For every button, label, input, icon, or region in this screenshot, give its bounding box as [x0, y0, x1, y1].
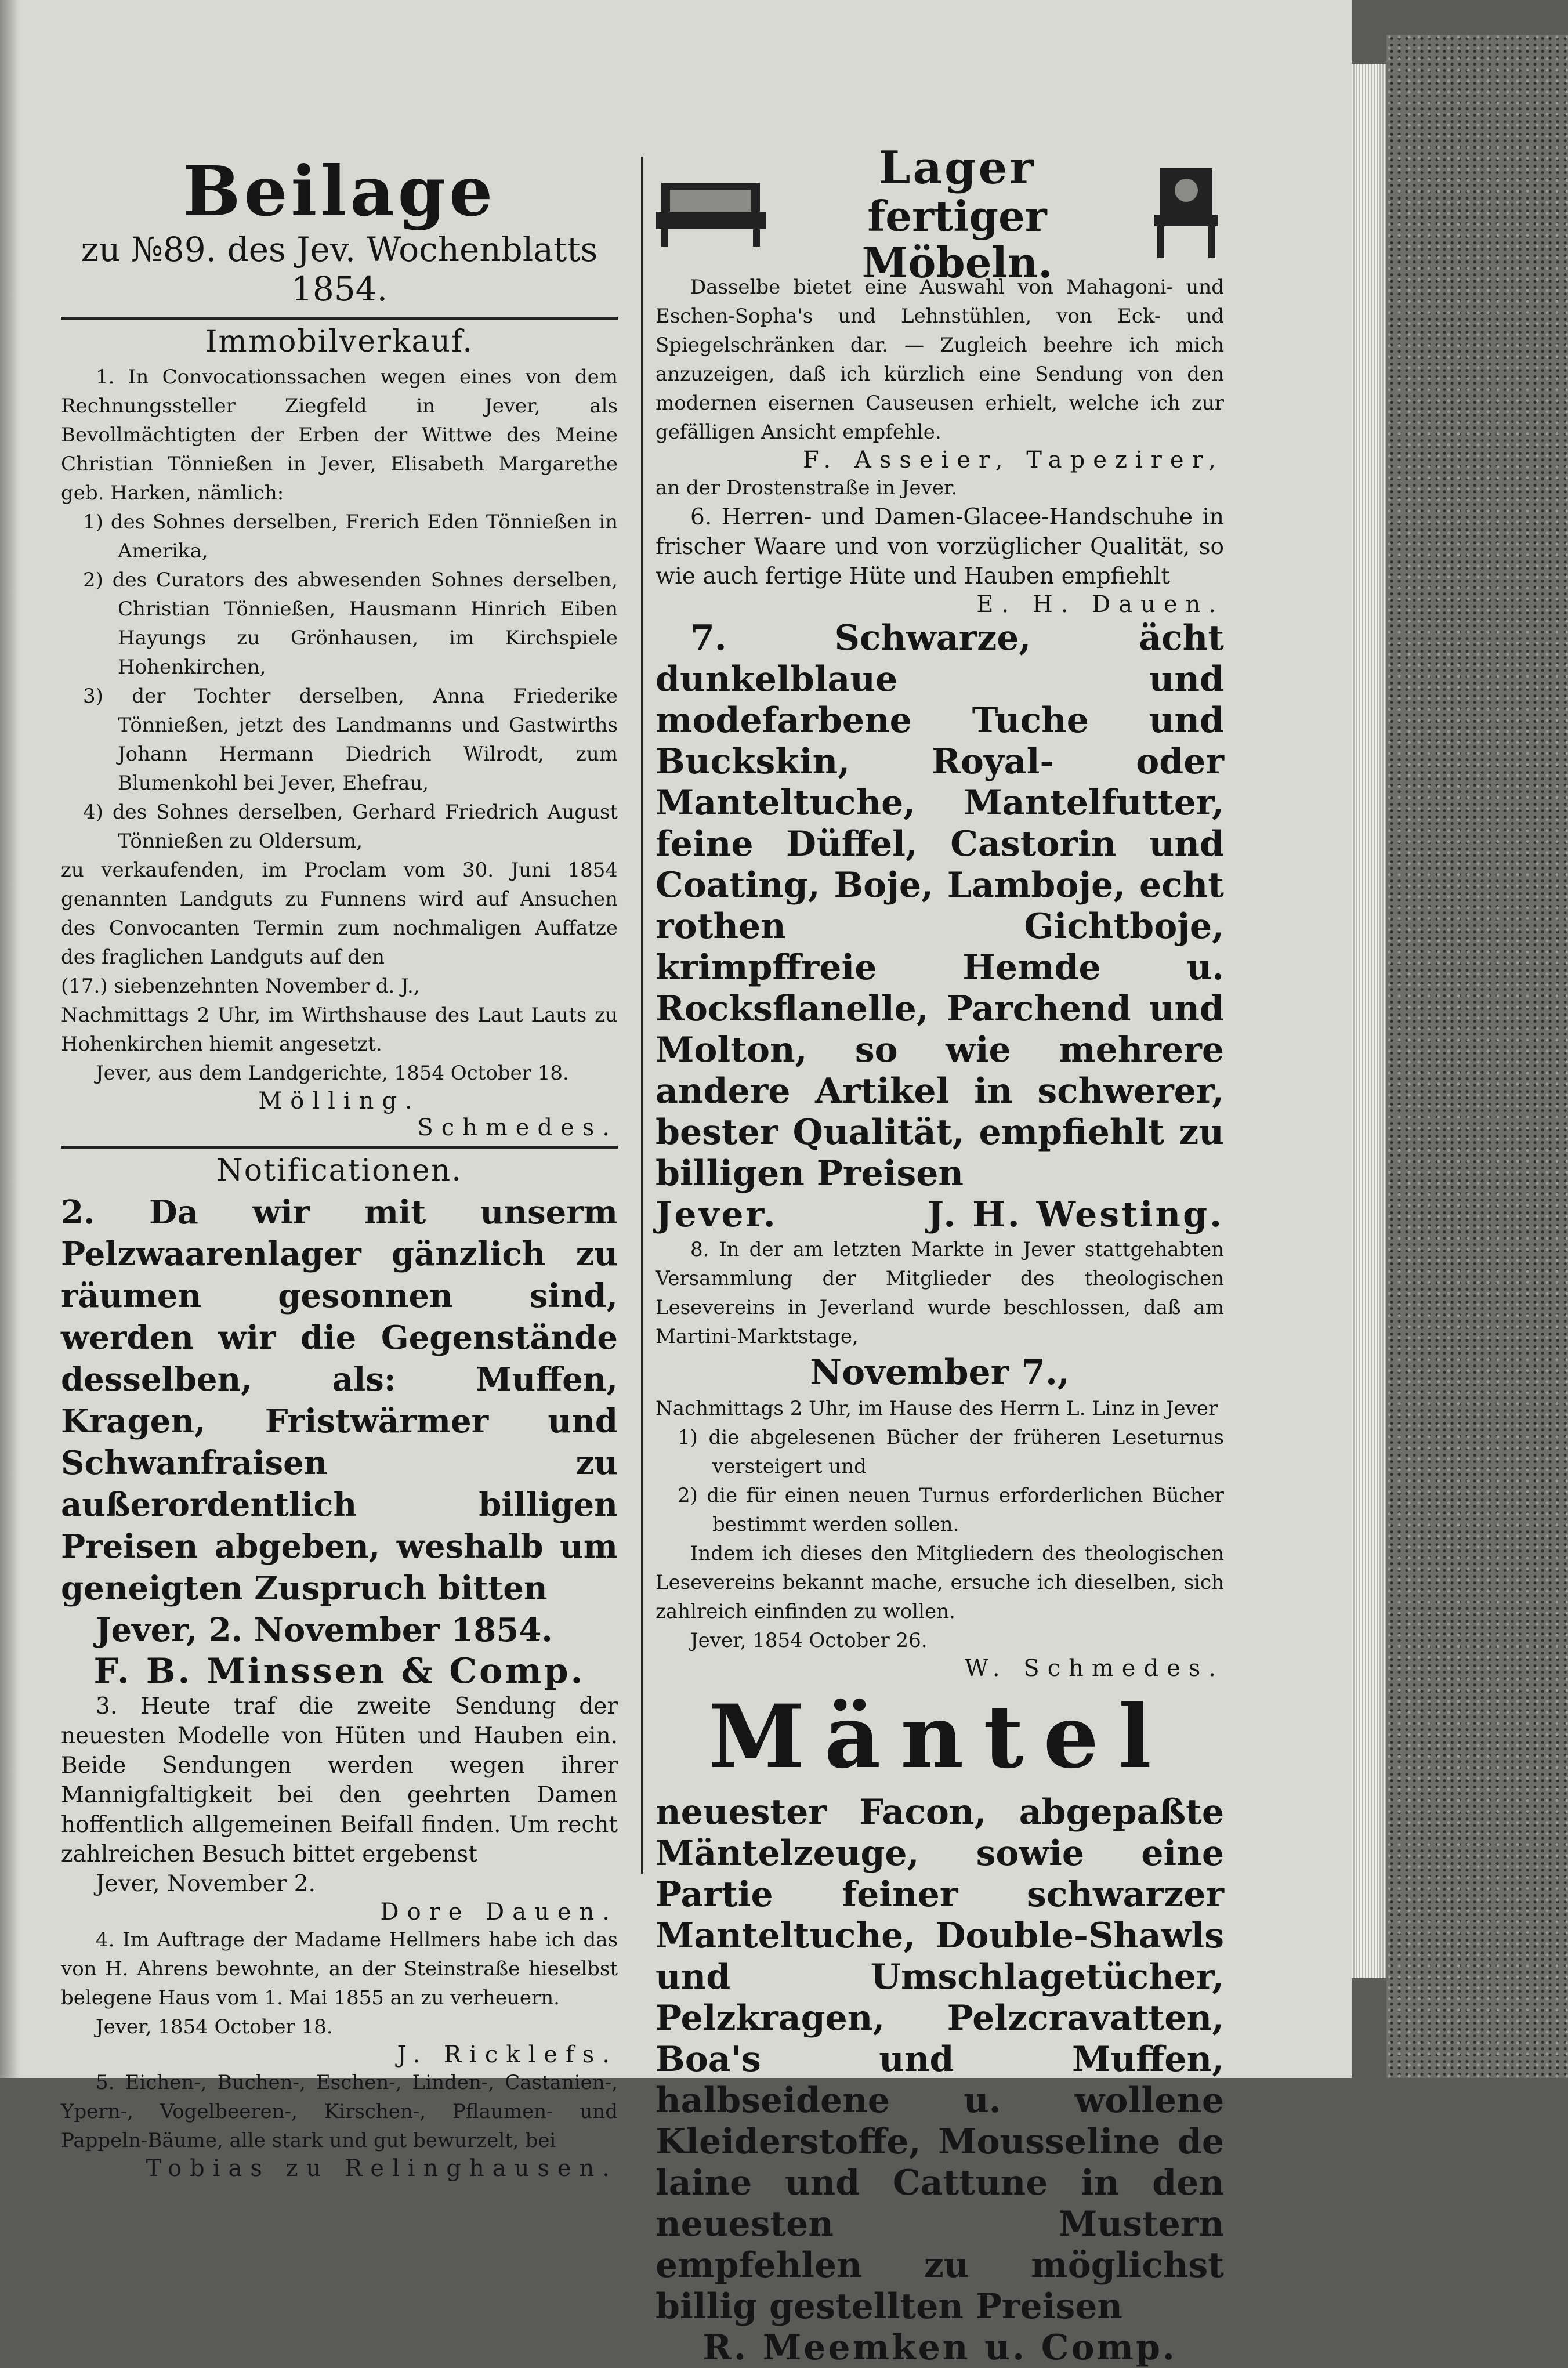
lager-text: Dasselbe bietet eine Auswahl von Mahagoni- und Eschen-Sopha's und Lehnstühlen, von Eck- und Spiegelschränken dar. — Zugleich beehre ich mich anzuzeigen, daß ich kürzlich eine Sendung von den modernen eisernen Causeusen erhielt, welche ich zur gefälligen Ansicht empfehle. — [656, 276, 1224, 444]
list-item: 3) der Tochter derselben, Anna Friederike Tönnießen, jetzt des Landmanns und Gastwirths Johann Hermann Diedrich Wilrodt, zum Blumenkohl bei Jever, Ehefrau, — [83, 685, 618, 795]
list-item: 1) des Sohnes derselben, Frerich Eden Tönnießen in Amerika, — [83, 510, 618, 563]
book-cover — [1386, 35, 1568, 2078]
binding-gutter — [0, 0, 20, 2078]
left-column — [61, 151, 618, 2182]
immobil-heading: Immobilverkauf. — [205, 324, 473, 359]
notice-7-signature: J. H. Westing. — [927, 1194, 1224, 1235]
maentel-text: neuester Facon, abgepaßte Mäntelzeuge, sowie eine Partie feiner schwarzer Manteltuche, Double-Shawls und Umschlagetücher, Pelzkragen, Pelzcravatten, Boa's und Muffen, halbseidene u. wollene Kleiderstoffe, Mousseline de laine und Cattune in den neuesten Mustern empfehlen zu möglichst billig gestellten Preisen — [656, 1792, 1224, 2327]
notice-8-date: November 7., — [810, 1352, 1070, 1393]
notice-2-place: Jever, 2. November 1854. — [96, 1611, 553, 1649]
notice-3-place: Jever, November 2. — [96, 1871, 316, 1897]
notice-8-list — [656, 1423, 1224, 1539]
notice-4-text: 4. Im Auftrage der Madame Hellmers habe ich das von H. Ahrens bewohnte, an der Steinstraße hieselbst belegene Haus vom 1. Mai 1855 an zu verheuern. — [61, 1928, 618, 2009]
immobil-signature-1: Mölling. — [258, 1088, 421, 1114]
notice-8-text-3: Indem ich dieses den Mitgliedern des theologischen Lesevereins bekannt mache, ersuche ich dieselben, sich zahlreich einfinden zu wollen. — [656, 1542, 1224, 1623]
column-divider — [641, 157, 643, 1874]
notice-2-text: 2. Da wir mit unserm Pelzwaarenlager gänzlich zu räumen gesonnen sind, werden wir die Gegenstände desselben, als: Muffen, Kragen, Fristwärmer und Schwanfraisen zu außerordentlich billigen Preisen abgeben, weshalb um geneigten Zuspruch bitten — [61, 1193, 618, 1607]
notice-7-text: 7. Schwarze, ächt dunkelblaue und modefarbene Tuche und Buckskin, Royal- oder Manteltuche, Mantelfutter, feine Düffel, Castorin und Coating, Boje, Lamboje, echt rothen Gichtboje, krimpffreie Hemde u. Rocksflanelle, Parchend und Molton, so wie mehrere andere Artikel in schwerer, bester Qualität, empfiehlt zu billigen Preisen — [656, 618, 1224, 1194]
right-column — [656, 142, 1224, 2368]
notice-3-text: 3. Heute traf die zweite Sendung der neuesten Modelle von Hüten und Hauben ein. Beide Sendungen werden wegen ihrer Mannigfaltigkeit bei den geehrten Damen hoffentlich allgemeinen Beifall finden. Um recht zahlreichen Besuch bittet ergebenst — [61, 1693, 618, 1867]
list-item: 1) die abgelesenen Bücher der früheren Leseturnus versteigert und — [678, 1426, 1224, 1478]
immobil-place: Jever, aus dem Landgerichte, 1854 October 18. — [96, 1062, 569, 1085]
lager-title-line-1: Lager — [878, 142, 1036, 194]
maentel-title: Mäntel — [708, 1686, 1171, 1788]
immobil-list — [61, 508, 618, 856]
notice-7-footer — [656, 1194, 1224, 1235]
chair-icon — [1149, 168, 1224, 261]
notice-7-place: Jever. — [656, 1194, 778, 1235]
masthead-title: Beilage — [182, 151, 497, 231]
notice-8-signature: W. Schmedes. — [964, 1655, 1224, 1682]
masthead-subtitle: zu №89. des Jev. Wochenblatts 1854. — [81, 230, 598, 309]
lager-title-line-2: fertiger Möbeln. — [861, 191, 1053, 287]
sofa-icon — [656, 171, 766, 258]
list-item: 2) die für einen neuen Turnus erforderlichen Bücher bestimmt werden sollen. — [678, 1484, 1224, 1536]
notice-5-text: 5. Eichen-, Buchen-, Eschen-, Linden-, Castanien-, Ypern-, Vogelbeeren-, Kirschen-, Pflaumen- und Pappeln-Bäume, alle stark und gut bewurzelt, bei — [61, 2071, 618, 2152]
notice-2-signature: F. B. Minssen & Comp. — [93, 1651, 585, 1692]
notice-4-signature: J. Ricklefs. — [397, 2041, 618, 2068]
notice-8-text-2: Nachmittags 2 Uhr, im Hause des Herrn L. Linz in Jever — [656, 1397, 1218, 1420]
notifications-heading: Notificationen. — [216, 1153, 462, 1188]
notice-8-text: 8. In der am letzten Markte in Jever stattgehabten Versammlung der Mitglieder des theologischen Lesevereins in Jeverland wurde beschlossen, daß am Martini-Marktstage, — [656, 1238, 1224, 1348]
page-edges — [1352, 64, 1386, 1978]
notice-4-place: Jever, 1854 October 18. — [96, 2015, 333, 2038]
notice-3-signature: Dore Dauen. — [380, 1899, 618, 1925]
list-item: 2) des Curators des abwesenden Sohnes derselben, Christian Tönnießen, Hausmann Hinrich Eiben Hayungs zu Grönhausen, im Kirchspiele Hohenkirchen, — [83, 569, 618, 679]
immobil-body: zu verkaufenden, im Proclam vom 30. Juni 1854 genannten Landguts zu Funnens wird auf Ansuchen des Convocanten Termin zum nochmaligen Auffatze des fraglichen Landguts auf den — [61, 859, 618, 969]
list-item: 4) des Sohnes derselben, Gerhard Friedrich August Tönnießen zu Oldersum, — [83, 801, 618, 853]
immobil-date-line: (17.) siebenzehnten November d. J., — [61, 975, 420, 998]
lager-title — [766, 143, 1149, 286]
immobil-body2: Nachmittags 2 Uhr, im Wirthshause des Laut Lauts zu Hohenkirchen hiemit angesetzt. — [61, 1004, 618, 1056]
lager-address: an der Drostenstraße in Jever. — [656, 476, 958, 499]
lager-header — [656, 142, 1224, 287]
section-rule — [61, 1146, 618, 1149]
notice-5-signature: Tobias zu Relinghausen. — [146, 2155, 618, 2182]
immobil-intro: 1. In Convocationssachen wegen eines von dem Rechnungssteller Ziegfeld in Jever, als Bevollmächtigten der Erben der Wittwe des Meine Christian Tönnießen in Jever, Elisabeth Margarethe geb. Harken, nämlich: — [61, 365, 618, 505]
lager-signature: F. Asseier, Tapezirer, — [803, 447, 1224, 473]
maentel-signature: R. Meemken u. Comp. — [702, 2327, 1177, 2368]
notice-6-text: 6. Herren- und Damen-Glacee-Handschuhe in frischer Waare und von vorzüglicher Qualität, so wie auch fertige Hüte und Hauben empfiehlt — [656, 504, 1224, 589]
immobil-signature-2: Schmedes. — [417, 1114, 618, 1141]
notice-8-place: Jever, 1854 October 26. — [690, 1629, 928, 1652]
section-rule — [61, 317, 618, 320]
notice-6-signature: E. H. Dauen. — [976, 591, 1224, 618]
